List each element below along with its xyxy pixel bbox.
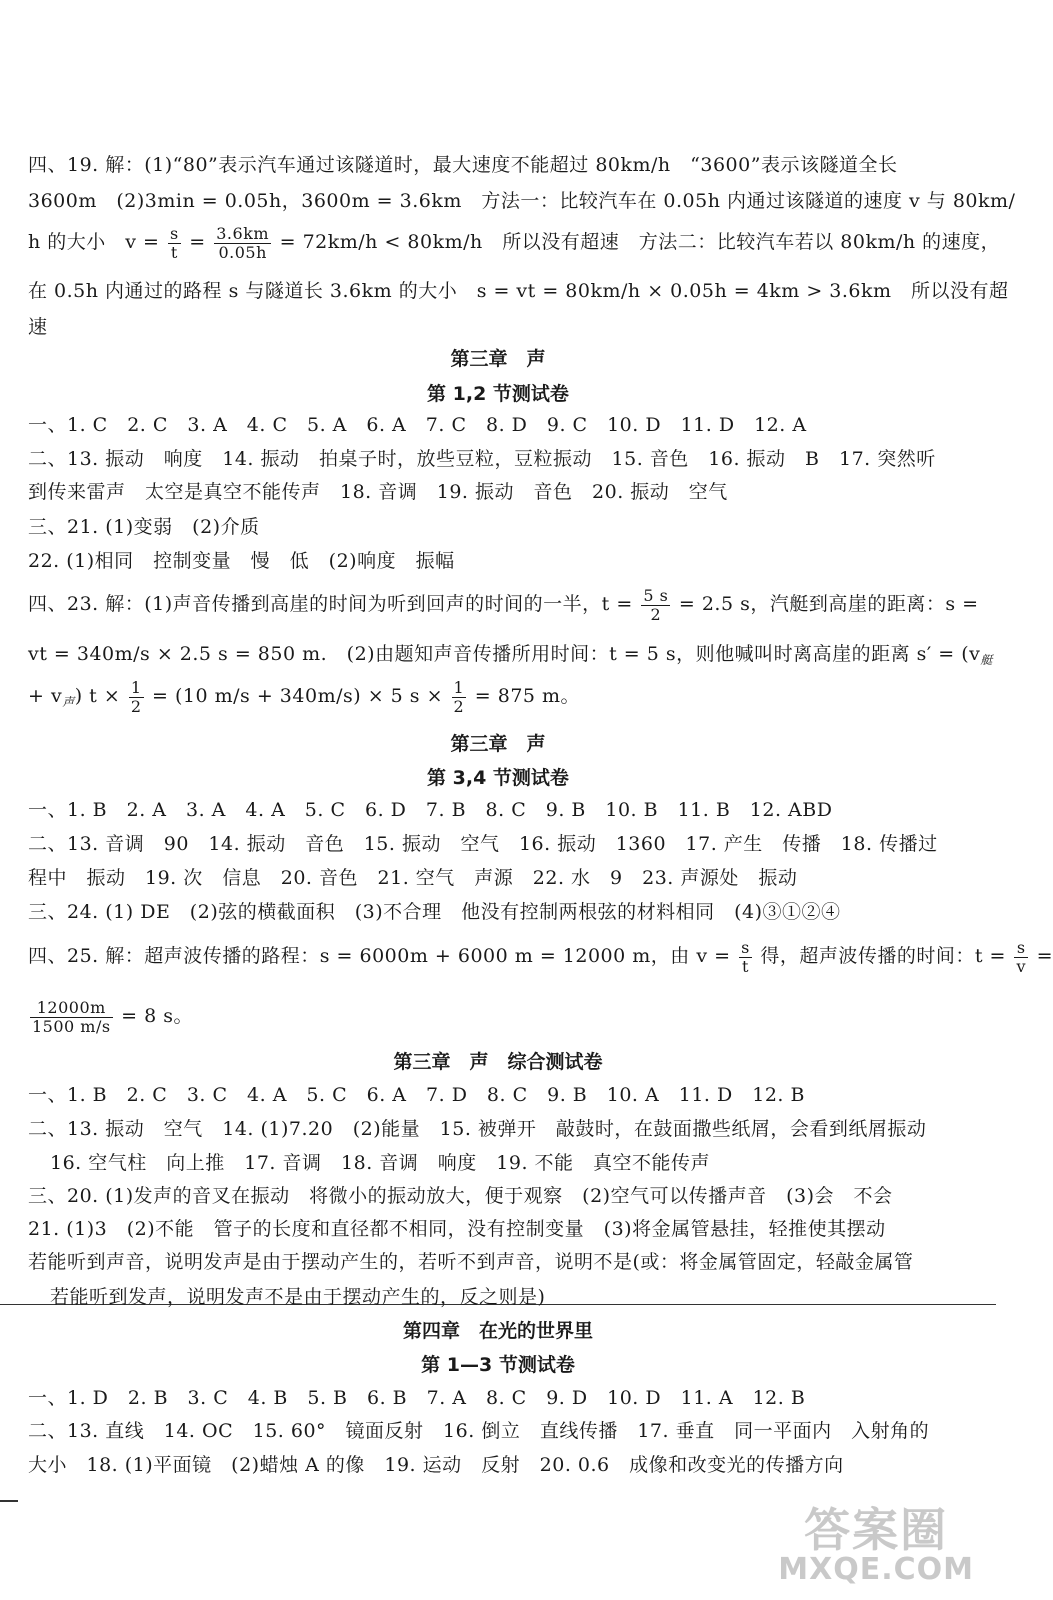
watermark-logo [778, 1503, 974, 1587]
chapter-heading: 第四章 在光的世界里 [402, 1320, 593, 1342]
fraction: $\frac{s}{v}$ [1016, 937, 1027, 976]
text-line: 在 0.5h 内通过的路程 s 与隧道长 3.6km 的大小 s = vt = 80km/h × 0.05h = 4km > 3.6km 所以没有超 [28, 280, 1009, 302]
text-line-with-fraction [28, 676, 976, 722]
text: = (10 m/s + 340m/s) × 5 s × [152, 685, 443, 707]
fraction: $\frac{3.6km}{0.05h}$ [216, 223, 270, 262]
chapter-heading: 第三章 声 [450, 348, 546, 370]
fraction: $\frac{s}{t}$ [741, 937, 750, 976]
subscript: 声 [62, 695, 75, 709]
watermark-url: MXQE.COM [778, 1552, 974, 1587]
text: vt = 340m/s × 2.5 s = 850 m. (2)由题知声音传播所用时间：t = 5 s，则他喊叫时离高崖的距离 s′ = (v [28, 643, 981, 665]
fraction: $\frac{5 s}{2}$ [643, 585, 669, 624]
section-heading: 第 1—3 节测试卷 [421, 1354, 575, 1376]
text-line: 二、13. 直线 14. OC 15. 60° 镜面反射 16. 倒立 直线传播 17. 垂直 同一平面内 入射角的 [28, 1420, 930, 1442]
text-line-with-fraction [28, 996, 976, 1036]
text-line: 三、21. (1)变弱 (2)介质 [28, 516, 260, 538]
text-line: 21. (1)3 (2)不能 管子的长度和直径都不相同，没有控制变量 (3)将金属管悬挂，轻推使其摆动 [28, 1218, 886, 1240]
text: = 2.5 s，汽艇到高崖的距离：s = [678, 593, 979, 615]
text: ) t × [74, 685, 121, 707]
text: 得，超声波传播的时间：t = [760, 945, 1006, 967]
text-line: 速 [28, 316, 48, 338]
text-line-with-fraction: h 的大小 v = $\frac{s}{t}$ = $\frac{3.6km}{0.05h}$ = 72km/h < 80km/h 所以没有超速 方法二：比较汽车若以 80km/h 的速度， [28, 223, 1001, 262]
text-line: 若能听到声音，说明发声是由于摆动产生的，若听不到声音，说明不是(或：将金属管固定，轻敲金属管 [28, 1251, 914, 1273]
text-line: 若能听到发声，说明发声不是由于摆动产生的，反之则是) [50, 1286, 546, 1308]
fraction: $\frac{1}{2}$ [453, 677, 465, 716]
fraction: $\frac{s}{t}$ [170, 223, 179, 262]
text-line: 16. 空气柱 向上推 17. 音调 18. 音调 响度 19. 不能 真空不能传声 [50, 1152, 711, 1174]
fraction: $\frac{1}{2}$ [130, 677, 142, 716]
subscript: 艇 [980, 653, 993, 667]
text-line: 二、13. 音调 90 14. 振动 音色 15. 振动 空气 16. 振动 1360 17. 产生 传播 18. 传播过 [28, 833, 938, 855]
text-line: 一、1. D 2. B 3. C 4. B 5. B 6. B 7. A 8. C 9. D 10. D 11. A 12. B [28, 1387, 806, 1409]
text: = 8 s。 [121, 1005, 193, 1027]
text: 四、23. 解：(1)声音传播到高崖的时间为听到回声的时间的一半，t = [28, 593, 633, 615]
text-line: 二、13. 振动 响度 14. 振动 拍桌子时，放些豆粒，豆粒振动 15. 音色 16. 振动 B 17. 突然听 [28, 448, 936, 470]
text-line-with-fraction [28, 584, 979, 624]
section-heading: 第 3,4 节测试卷 [427, 767, 569, 789]
watermark-text: 答案圈 [804, 1503, 949, 1557]
text: = [1036, 945, 1053, 967]
text-line: 四、19. 解：(1)“80”表示汽车通过该隧道时，最大速度不能超过 80km/h “3600”表示该隧道全长 [28, 154, 898, 176]
text: h 的大小 v = [28, 231, 160, 253]
text-line: 程中 振动 19. 次 信息 20. 音色 21. 空气 声源 22. 水 9 23. 声源处 振动 [28, 867, 798, 889]
text-line: 二、13. 振动 空气 14. (1)7.20 (2)能量 15. 被弹开 敲鼓时，在鼓面撒些纸屑，会看到纸屑振动 [28, 1118, 927, 1140]
text-line [28, 641, 993, 673]
text-line: 一、1. B 2. C 3. C 4. A 5. C 6. A 7. D 8. C 9. B 10. A 11. D 12. B [28, 1084, 805, 1106]
text-line: 22. (1)相同 控制变量 慢 低 (2)响度 振幅 [28, 550, 455, 572]
text: + v [28, 685, 63, 707]
text: 四、25. 解：超声波传播的路程：s = 6000m + 6000 m = 12000 m，由 v = [28, 945, 731, 967]
text-line: 三、20. (1)发声的音叉在振动 将微小的振动放大，便于观察 (2)空气可以传播声音 (3)会 不会 [28, 1185, 893, 1207]
section-heading: 第 1,2 节测试卷 [427, 383, 569, 405]
text-line-with-fraction [28, 936, 1053, 976]
fraction: $\frac{12000m}{1500 m/s}$ [32, 997, 111, 1036]
text-line: 一、1. B 2. A 3. A 4. A 5. C 6. D 7. B 8. C 9. B 10. B 11. B 12. ABD [28, 799, 833, 821]
chapter-heading: 第三章 声 [450, 733, 546, 755]
text-line: 3600m (2)3min = 0.05h，3600m = 3.6km 方法一：比较汽车在 0.05h 内通过该隧道的速度 v 与 80km/ [28, 190, 1016, 212]
edge-mark [0, 1500, 18, 1502]
text: = 72km/h < 80km/h 所以没有超速 方法二：比较汽车若以 80km/h 的速度， [279, 231, 1001, 253]
text-line: 一、1. C 2. C 3. A 4. C 5. A 6. A 7. C 8. D 9. C 10. D 11. D 12. A [28, 414, 807, 436]
text-line: 到传来雷声 太空是真空不能传声 18. 音调 19. 振动 音色 20. 振动 空气 [28, 481, 728, 503]
text: = 875 m。 [474, 685, 581, 707]
chapter-heading: 第三章 声 综合测试卷 [393, 1051, 603, 1073]
text-line: 大小 18. (1)平面镜 (2)蜡烛 A 的像 19. 运动 反射 20. 0.6 成像和改变光的传播方向 [28, 1454, 844, 1476]
text-line: 三、24. (1) DE (2)弦的横截面积 (3)不合理 他没有控制两根弦的材料相同 (4)③①②④ [28, 901, 841, 923]
